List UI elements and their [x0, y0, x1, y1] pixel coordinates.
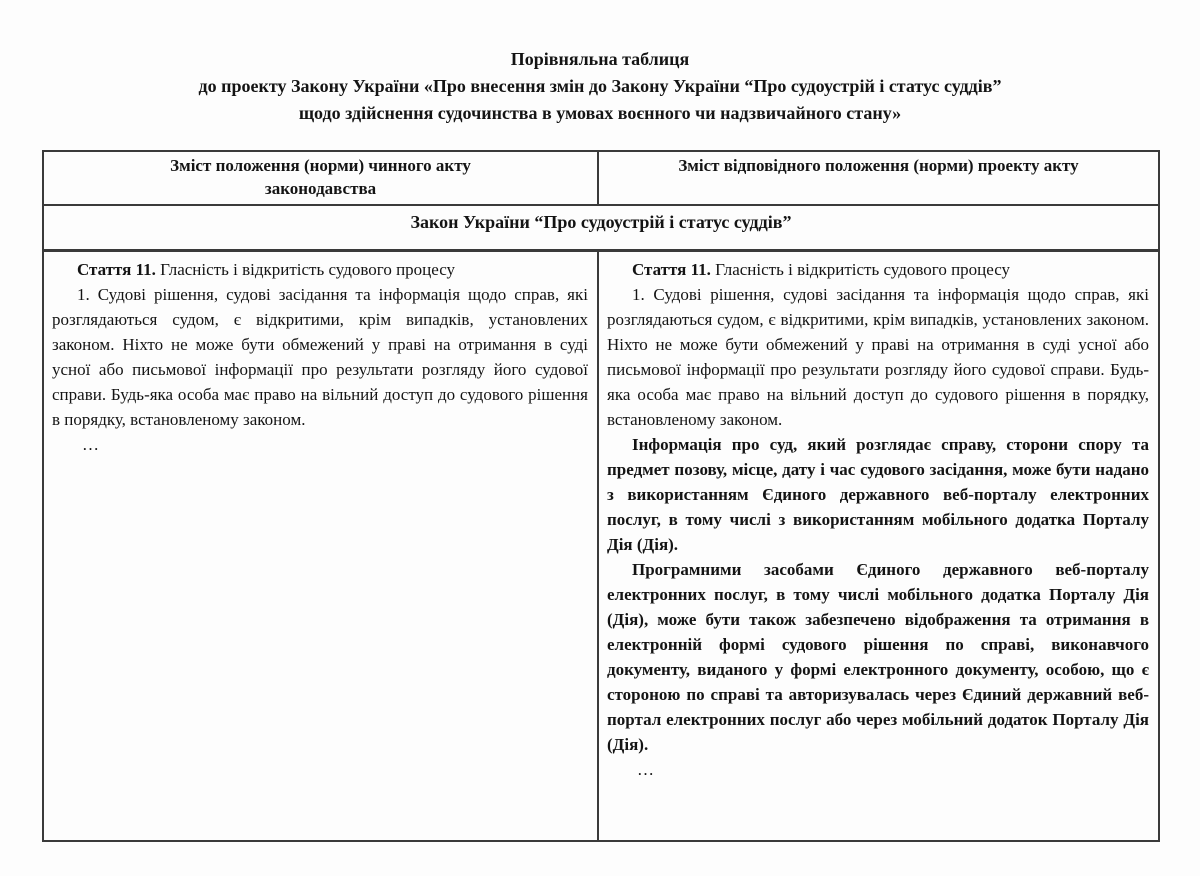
draft-act-article-number: Стаття 11. — [632, 260, 711, 279]
cell-draft-act — [598, 251, 1159, 842]
draft-act-article-heading — [607, 257, 1149, 282]
article-comparison-row — [43, 251, 1159, 842]
cell-current-act — [43, 251, 598, 842]
current-act-ellipsis: … — [82, 435, 99, 454]
table-header-row — [43, 151, 1159, 205]
column-header-draft-act-label: Зміст відповідного положення (норми) проекту акту — [678, 156, 1079, 175]
draft-act-ellipsis: … — [637, 760, 654, 779]
column-header-current-act — [43, 151, 598, 205]
title-line-1: Порівняльна таблиця — [510, 49, 690, 69]
column-header-current-act-line-1: Зміст положення (норми) чинного акту — [170, 156, 471, 175]
law-section-row — [43, 205, 1159, 251]
current-act-article-title: Гласність і відкритість судового процесу — [155, 260, 456, 279]
draft-act-paragraph-info: Інформація про суд, який розглядає справу, сторони спору та предмет позову, місце, дату і час судового засідання, може бути надано з використанням Єдиного державного веб-порталу електронних послуг, в тому числі з використанням мобільного додатка Порталу Дія (Дія). — [607, 435, 1149, 554]
current-act-paragraph-1: 1. Судові рішення, судові засідання та інформація щодо справ, які розглядаються судом, є відкритими, крім випадків, установлених законом. Ніхто не може бути обмежений у праві на отримання в суді усної або письмової інформації про результати розгляду його судової справи. Будь-яка особа має право на вільний доступ до судового рішення в порядку, встановленому законом. — [52, 285, 588, 429]
column-header-draft-act — [598, 151, 1159, 205]
comparison-table — [42, 150, 1160, 842]
draft-act-paragraph-software: Програмними засобами Єдиного державного веб-порталу електронних послуг, в тому числі мобільного додатка Порталу Дія (Дія), може бути також забезпечено відображення та отримання в електронній формі судового рішення по справі, виконавчого документу, виданого у формі електронного документу, особою, що є стороною по справі та авторизувалась через Єдиний державний веб-портал електронних послуг або через мобільний додаток Порталу Дія (Дія). — [607, 560, 1149, 754]
draft-act-paragraph-1: 1. Судові рішення, судові засідання та інформація щодо справ, які розглядаються судом, є відкритими, крім випадків, установлених законом. Ніхто не може бути обмежений у праві на отримання в суді усної або письмової інформації про результати розгляду його судової справи. Будь-яка особа має право на вільний доступ до судового рішення в порядку, встановленому законом. — [607, 285, 1149, 429]
current-act-article-heading — [52, 257, 588, 282]
current-act-article-number: Стаття 11. — [77, 260, 156, 279]
law-section-title: Закон України “Про судоустрій і статус суддів” — [43, 205, 1159, 251]
title-line-2: до проекту Закону України «Про внесення змін до Закону України “Про судоустрій і статус суддів” — [198, 76, 1002, 96]
title-line-3: щодо здійснення судочинства в умовах воєнного чи надзвичайного стану» — [298, 103, 902, 123]
column-header-current-act-line-2: законодавства — [264, 179, 377, 198]
draft-act-article-title: Гласність і відкритість судового процесу — [710, 260, 1011, 279]
document-title — [0, 0, 1200, 127]
